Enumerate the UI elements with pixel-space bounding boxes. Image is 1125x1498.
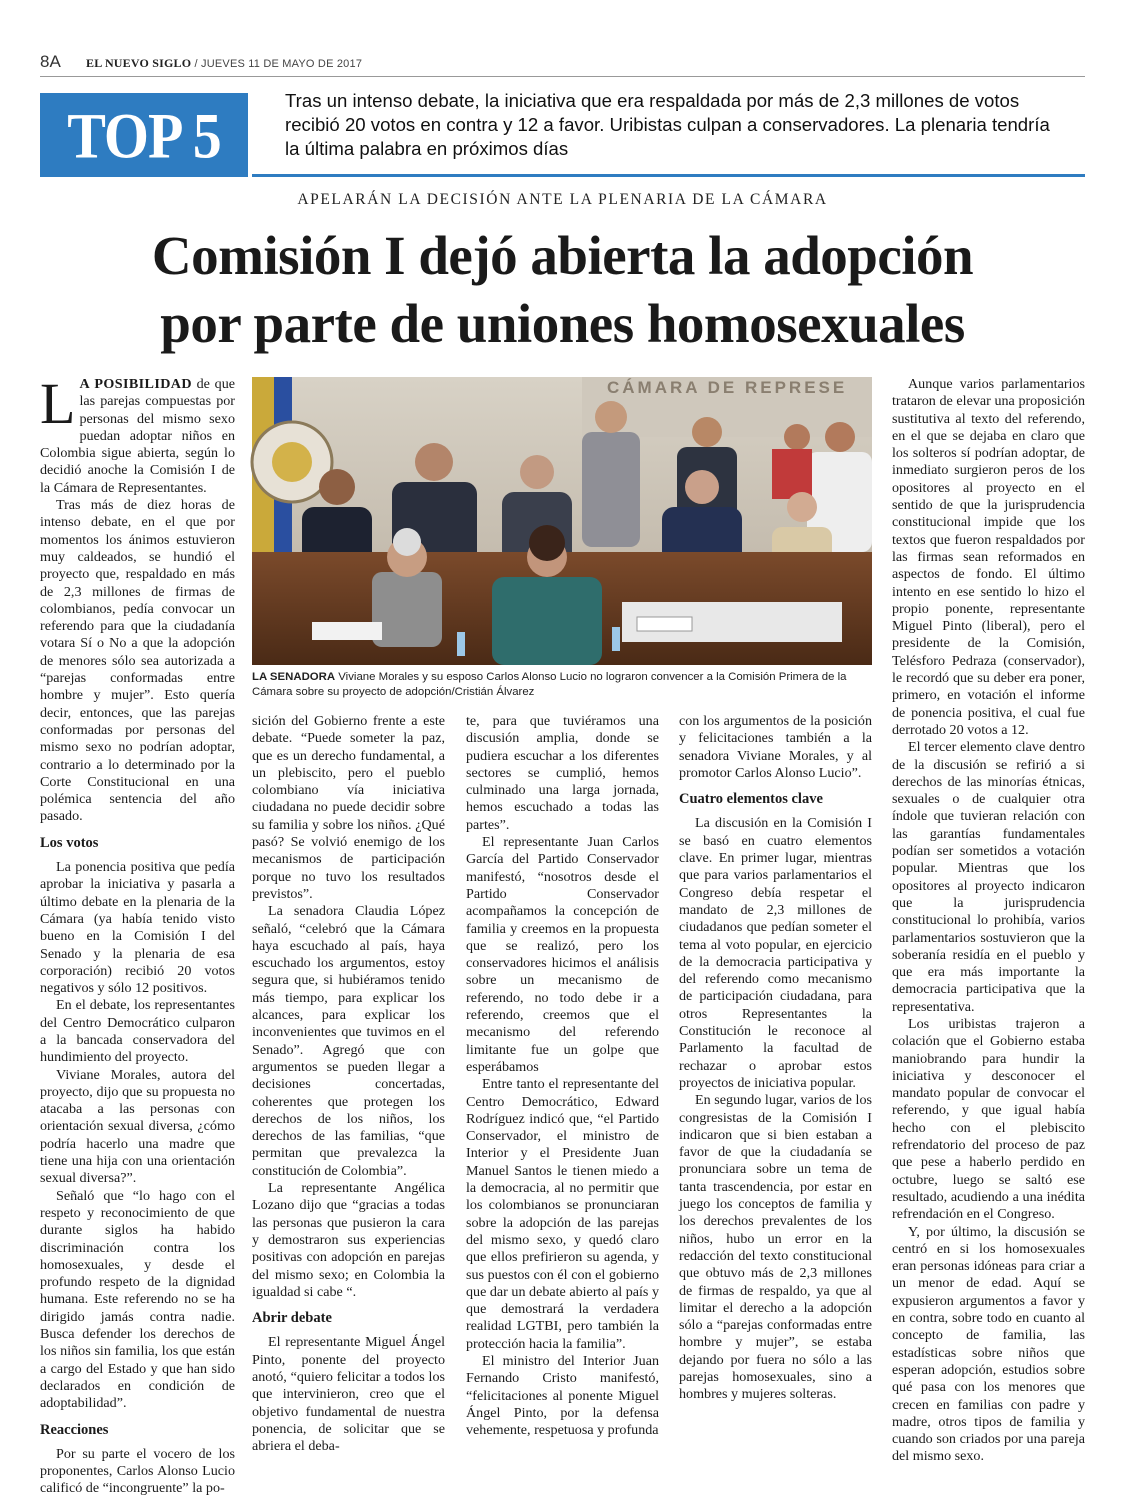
- paragraph: Por su parte el vocero de los proponentes, Carlos Alonso Lucio calificó de “incongruente” la po-: [40, 1445, 235, 1497]
- section-badge: [40, 93, 248, 177]
- intro-rule: [252, 174, 1085, 177]
- paragraph: con los argumentos de la posición y felicitaciones también a la senadora Viviane Morales, y al promotor Carlos Alonso Lucio”.: [679, 713, 872, 781]
- lead-caps: A POSIBILIDAD: [79, 376, 192, 392]
- paragraph: La senadora Claudia López señaló, “celebró que la Cámara haya escuchado al país, haya escuchado los argumentos, estoy segura que, si hubiéramos tenido más tiempo, para explicar los alcances, para explicar los inconvenientes que tuvimos en el Senado”. Agregó que con argumentos se pueden llegar a decisiones concertadas, coherentes que protegen los derechos de los niños, los derechos de las familias, “que permitan que prevalezca la constitución de Colombia”.: [252, 903, 445, 1179]
- article-column-1: [40, 371, 235, 1498]
- caption-lead: LA SENADORA: [252, 671, 336, 683]
- paragraph: En el debate, los representantes del Centro Democrático culparon a la bancada conservadora del hundimiento del proyecto.: [40, 997, 235, 1066]
- subhead-abrir-debate: Abrir debate: [252, 1310, 332, 1327]
- paragraph: te, para que tuviéramos una discusión amplia, donde se pudiera escuchar a los diferentes sectores se cumplió, hemos culminado una larga jornada, hemos escuchado a todas las partes”.: [466, 713, 659, 833]
- newspaper-name: [86, 56, 362, 71]
- paragraph: El tercer elemento clave dentro de la discusión se refirió a si derechos de las minorías étnicas, sexuales o de cualquier otra índole que tuvieran relación con las garantías fundamentales podían ser sometidos a votación popular. Mientras que los opositores al proyecto indicaron que la jurisprudencia constitucional lo prohibía, varios parlamentarios sostuvieron que la soberanía residía en el pueblo y que era más importante la democracia participativa que la representativa.: [892, 739, 1085, 1015]
- folio-rule: [40, 76, 1085, 77]
- section-badge-label: TOP 5: [67, 98, 221, 172]
- paragraph: La representante Angélica Lozano dijo que “gracias a todas las personas que pusieron la cara y demostraron sus experiencias positivas con adopción en parejas del mismo sexo; en Colombia la igualdad si cabe “.: [252, 1180, 445, 1300]
- paragraph: Entre tanto el representante del Centro Democrático, Edward Rodríguez indicó que, “el Partido Conservador, el ministro de Interior y el Presidente Juan Manuel Santos le tienen miedo a la democracia, al no permitir que los colombianos se pronunciaran sobre la adopción de las parejas del mismo sexo, y quedó claro que ellos prefirieron su agenda, y sus puestos con él con el gobierno que dar un debate abierto al país y que demostrará la verdadera realidad LGTBI, pero también la protección hacia la familia”.: [466, 1076, 659, 1352]
- photo-illustration: [252, 377, 872, 665]
- article-headline: [0, 222, 1125, 358]
- paragraph: La ponencia positiva que pedía aprobar la iniciativa y pasarla a último debate en la plenaria de la Cámara (ya había tenido visto bueno en la Comisión I del Senado y la plenaria de esa corporación) recibió 20 votos negativos y sólo 12 positivos.: [40, 859, 235, 997]
- paragraph: El ministro del Interior Juan Fernando Cristo manifestó, “felicitaciones al ponente Miguel Ángel Pinto, por la defensa vehemente, respetuosa y profunda: [466, 1352, 659, 1439]
- article-kicker: APELARÁN LA DECISIÓN ANTE LA PLENARIA DE LA CÁMARA: [297, 191, 828, 208]
- paragraph: sición del Gobierno frente a este debate. “Puede someter la paz, que es un derecho fundamental, a un plebiscito, pero el pueblo colombiano vía iniciativa ciudadana no puede decidir sobre su familia y sobre los niños. ¿Qué pasó? Se volvió enemigo de los mecanismos de participación porque no tuvo los resultados previstos”.: [252, 713, 445, 902]
- page-number: 8A: [40, 52, 61, 71]
- paragraph: Los uribistas trajeron a colación que el Gobierno estaba maniobrando para hundir la iniciativa y desconocer el mandato popular de convocar el referendo, y que igual había hecho con el plebiscito refrendatorio del proceso de paz que pese a haberlo perdido en octubre, luego se saltó ese resultado, acudiendo a una inédita refrendación en el Congreso.: [892, 1015, 1085, 1223]
- paragraph: Viviane Morales, autora del proyecto, dijo que su propuesta no atacaba a las personas con orientación sexual diversa, ¿cómo podría hacerlo una madre que tiene una hija con una orientación sexual diversa?”.: [40, 1066, 235, 1187]
- subhead-votos: Los votos: [40, 834, 99, 851]
- article-column-5: [892, 376, 1085, 1466]
- subhead-reacciones: Reacciones: [40, 1421, 109, 1438]
- paragraph: Y, por último, la discusión se centró en si los homosexuales eran personas idóneas para criar a un menor de edad. Aquí se expusieron argumentos a favor y en contra, sobre todo en cuanto al concepto de familia, las estadísticas sobre niños que esperan adopción, estudios sobre qué pasa con los menores que crecen en familias con padre y madre, otros tipos de familia y cuando son criados por una pareja del mismo sexo.: [892, 1223, 1085, 1465]
- photo-caption: [252, 670, 872, 700]
- section-intro: Tras un intenso debate, la iniciativa que era respaldada por más de 2,3 millones de votos recibió 20 votos en contra y 12 a favor. Uribistas culpan a conservadores. La plenaria tendría la última palabra en próximos días: [285, 90, 1050, 159]
- article-column-2: [252, 713, 445, 1455]
- paragraph: El representante Juan Carlos García del Partido Conservador manifestó, “nosotros desde el Partido Conservador acompañamos la concepción de familia y creemos en la propuesta que se realizó, pero los conservadores hicimos el análisis sobre un mecanismo de referendo, no todo debe ir a referendo, creemos que el mecanismo del referendo limitante fue un golpe que esperábamos: [466, 834, 659, 1075]
- article-column-3: [466, 713, 659, 1439]
- paragraph: Tras más de diez horas de intenso debate, en el que por momentos los ánimos estuvieron muy caldeados, se hundió el proyecto que, respaldado en más de 2,3 millones de firmas de colombianos, pedía convocar un referendo para que la ciudadanía votara Sí o No a que la adopción de menores sólo sea autorizada a “parejas conformadas entre hombre y mujer”. Esto quería decir, entonces, que las parejas conformadas por personas del mismo sexo no podrían adoptar, contrario a lo determinado por la Corte Constitucional en una polémica sentencia del año pasado.: [40, 497, 235, 825]
- paragraph: Señaló que “lo hago con el respeto y reconocimiento de que durante siglos ha habido discriminación contra los homosexuales, y desde el profundo respeto de la dignidad humana. Este referendo no se ha dirigido jamás contra nadie. Busca defender los derechos de los niños sin familia, los que están a cargo del Estado y que han sido declarados en condición de adoptabilidad”.: [40, 1187, 235, 1412]
- lead-text: de que las parejas compuestas por personas del mismo sexo puedan adoptar niños en Colombia sigue abierta, según lo decidió anoche la Comisión I de la Cámara de Representantes.: [40, 376, 235, 496]
- article-column-4: [679, 713, 872, 1404]
- newspaper-title: EL NUEVO SIGLO: [86, 56, 192, 70]
- caption-text: Viviane Morales y su esposo Carlos Alonso Lucio no lograron convencer a la Comisión Primera de la Cámara sobre su proyecto de adopción/Cristián Álvarez: [252, 671, 847, 698]
- paragraph: En segundo lugar, varios de los congresistas de la Comisión I indicaron que si bien estaban a favor de que la ciudadanía se pronunciara sobre un tema de tanta trascendencia, por estar en juego los conceptos de familia y los derechos prevalentes de los niños, hubo un error en la redacción del texto constitucional que obtuvo más de 2,3 millones de firmas de respaldo, ya que al limitar el derecho a la adopción sólo a “parejas conformadas entre hombre y mujer”, se estaba dejando por fuera no sólo a las parejas homosexuales, sino a hombres y mujeres solteras.: [679, 1092, 872, 1403]
- subhead-cuatro-elementos: Cuatro elementos clave: [679, 791, 823, 808]
- paragraph: El representante Miguel Ángel Pinto, ponente del proyecto anotó, “quiero felicitar a todos los que intervinieron, creo que el objetivo fundamental de nuestra ponencia, de solicitar que se abriera el deba-: [252, 1334, 445, 1455]
- headline-line-1: Comisión I dejó abierta la adopción: [151, 225, 974, 286]
- folio-line: [40, 50, 1085, 78]
- paragraph: Aunque varios parlamentarios trataron de elevar una proposición sustitutiva al texto del referendo, en el que se dejaba en claro que los solteros sí podrían adoptar, de inmediato surgieron peros de los opositores al proyecto en el sentido de que la jurisprudencia constitucional impide que los textos que fueron respaldados por las firmas sean reformados en aspectos de fondo. El último intento en ese sentido lo hizo el propio ponente, representante Miguel Pinto (liberal), pero el presidente de la Comisión, Telésforo Pedraza (conservador), le recordó que su deber era poner, primero, en votación el informe de ponencia positiva, el cual fue derrotado 20 votos a 12.: [892, 376, 1085, 738]
- drop-cap: L: [40, 371, 76, 436]
- issue-date: / JUEVES 11 DE MAYO DE 2017: [191, 58, 363, 70]
- headline-line-2: por parte de uniones homosexuales: [160, 293, 965, 354]
- paragraph: La discusión en la Comisión I se basó en cuatro elementos clave. En primer lugar, mientras que para varios parlamentarios el Congreso debía respetar el mandato de 2,3 millones de ciudadanos que pedían someter el tema al voto popular, en ejercicio de la democracia participativa y del referendo como mecanismo de participación ciudadana, para otros Representantes la Constitución le reconoce al Parlamento la facultad de rechazar o aprobar estos proyectos de iniciativa popular.: [679, 815, 872, 1091]
- lead-paragraph: [40, 371, 235, 497]
- wall-sign-text: CÁMARA DE REPRESE: [607, 378, 848, 397]
- article-photo: [252, 377, 872, 665]
